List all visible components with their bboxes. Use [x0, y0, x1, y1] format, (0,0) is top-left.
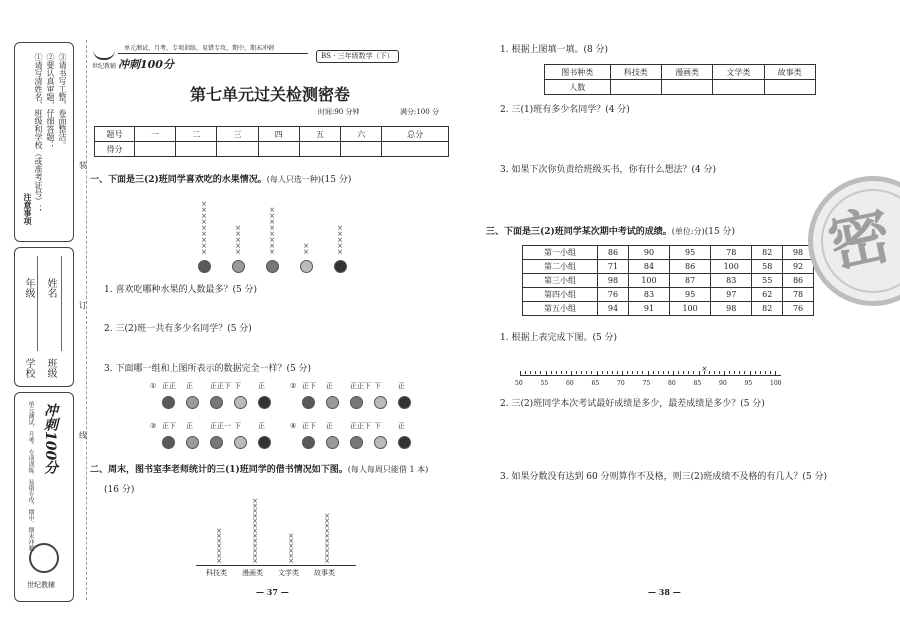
grade-group: 第三小组: [523, 274, 598, 288]
number-line-tick: [734, 371, 735, 374]
number-line-label: 70: [617, 380, 625, 387]
number-line-tick: [525, 371, 526, 374]
grade-score: 86: [598, 246, 629, 260]
score-header: 五: [299, 127, 340, 142]
banana-icon: [374, 396, 387, 409]
number-line-tick: [719, 371, 720, 374]
grade-score: 98: [598, 274, 629, 288]
number-line-tick: [535, 371, 536, 374]
option-label: ③: [150, 422, 157, 430]
number-line-tick: [627, 371, 628, 374]
grade-score: 92: [783, 260, 814, 274]
brand-small-text: 单元测试、月考、专项训练、易错专攻、期中、期末冲刺: [27, 401, 34, 551]
grade-group: 第五小组: [523, 302, 598, 316]
q1-points: (15 分): [321, 175, 352, 185]
brand-box: [14, 392, 74, 602]
grade-score: 91: [628, 302, 669, 316]
option-tally: 正下: [302, 382, 316, 390]
q1-options: [150, 380, 430, 458]
number-line-tick: [581, 371, 582, 374]
grade-score: 94: [598, 302, 629, 316]
number-line-label: 55: [540, 380, 549, 387]
tally-column: × × × × ×: [235, 224, 241, 256]
pear-icon: [326, 396, 339, 409]
number-line-tick: [576, 371, 577, 374]
watermelon-icon: [334, 260, 347, 273]
score-header: 总分: [382, 127, 449, 142]
book-category-label: 科技类: [206, 569, 227, 577]
header-logo-icon: [93, 42, 115, 60]
q1-note: (每人只选一种): [266, 175, 322, 184]
score-info: 满分:100 分: [400, 108, 439, 116]
number-line-label: 60: [566, 380, 574, 387]
number-line-tick: [688, 371, 689, 374]
score-row-label: 得分: [95, 142, 135, 157]
cut-line: [86, 40, 87, 600]
peach-icon: [350, 396, 363, 409]
pear-icon: [326, 436, 339, 449]
cut-char-3: 线: [79, 431, 87, 440]
grade-row: [523, 302, 814, 316]
grade-score: 83: [711, 274, 752, 288]
apple-icon: [198, 260, 211, 273]
book-count-cell[interactable]: [764, 80, 815, 95]
score-cell[interactable]: [258, 142, 299, 157]
number-line-tick: [658, 371, 659, 374]
grade-score: 95: [670, 246, 711, 260]
score-cell[interactable]: [299, 142, 340, 157]
grade-score: 86: [783, 274, 814, 288]
grade-group: 第四小组: [523, 288, 598, 302]
number-line: [515, 365, 782, 392]
tally-column: × ×: [303, 242, 309, 256]
number-line-label: 80: [668, 380, 676, 387]
number-line-tick: [770, 371, 771, 374]
watermelon-icon: [258, 396, 271, 409]
banana-icon: [234, 396, 247, 409]
grade-row: [523, 274, 814, 288]
grade-table: [522, 245, 814, 316]
score-table-score-row: [95, 142, 449, 157]
pear-icon: [186, 436, 199, 449]
number-line-label: 100: [770, 380, 782, 387]
option-tally: 正下: [162, 422, 176, 430]
peach-icon: [210, 436, 223, 449]
option-tally: 下: [234, 422, 241, 430]
number-line-tick: [663, 371, 664, 374]
option-tally: 正: [258, 382, 265, 390]
q3-title: [486, 226, 735, 238]
number-line-tick: [673, 371, 674, 376]
grade-row: [523, 246, 814, 260]
book-tally-column: × × × × × × × × × × × × ×: [252, 497, 258, 565]
number-line-tick: [729, 371, 730, 374]
number-line-tick: [775, 371, 776, 376]
score-table-header-row: [95, 127, 449, 142]
option-label: ④: [290, 422, 297, 430]
number-line-tick: [602, 371, 603, 374]
note-1: ①请写清姓名、班级和学校（或准考证号）；: [34, 53, 43, 213]
book-row-label: 人数: [545, 80, 611, 95]
apple-icon: [162, 436, 175, 449]
grade-group: 第一小组: [523, 246, 598, 260]
peach-icon: [350, 436, 363, 449]
book-count-cell[interactable]: [610, 80, 661, 95]
book-tally-column: × × × × × ×: [288, 532, 294, 565]
number-line-tick: [739, 371, 740, 374]
r1-sub2: 2. 三(1)班有多少名同学？(4 分): [500, 105, 630, 115]
field-name: 姓名: [45, 278, 56, 298]
grade-score: 78: [711, 246, 752, 260]
q1-sub1: 1. 喜欢吃哪种水果的人数最多？(5 分): [104, 285, 258, 295]
field-class: 班级: [45, 358, 56, 378]
grade-score: 58: [752, 260, 783, 274]
field-school: 学校: [23, 358, 34, 378]
number-line-tick: [607, 371, 608, 374]
number-line-label: 95: [744, 380, 753, 387]
banana-icon: [234, 436, 247, 449]
r1-sub3: 3. 如果下次你负责给班级买书，你有什么想法？(4 分): [500, 165, 717, 175]
score-cell[interactable]: [382, 142, 449, 157]
book-count-cell[interactable]: [713, 80, 764, 95]
option-tally: 正: [186, 382, 193, 390]
book-header: 科技类: [610, 65, 661, 80]
grade-score: 82: [752, 246, 783, 260]
q3-note: (单位:分): [671, 227, 705, 236]
option-label: ②: [290, 382, 297, 390]
score-header: 四: [258, 127, 299, 142]
page-title: 第七单元过关检测密卷: [189, 85, 350, 104]
number-line-label: 65: [591, 380, 600, 387]
score-header: 题号: [95, 127, 135, 142]
tally-column: × × × × × × × × ×: [201, 200, 207, 256]
page-number-left: — 37 —: [256, 587, 289, 597]
grade-score: 55: [752, 274, 783, 288]
watermelon-icon: [258, 436, 271, 449]
number-line-tick: [755, 371, 756, 374]
q3-sub3: 3. 如果分数没有达到 60 分则算作不及格，则三(2)班成绩不及格的有几人？(5 分): [500, 472, 827, 482]
number-line-tick: [612, 371, 613, 374]
score-cell[interactable]: [341, 142, 382, 157]
option-tally: 正: [398, 382, 405, 390]
q2-title: [90, 464, 428, 476]
r1-title: 1. 根据上图填一填。(8 分): [500, 45, 609, 55]
q1-sub2: 2. 三(2)班一共有多少名同学？(5 分): [104, 324, 252, 334]
peach-icon: [210, 396, 223, 409]
q3-title-text: 三、下面是三(2)班同学某次期中考试的成绩。: [486, 227, 672, 237]
number-line-tick: [709, 371, 710, 374]
q3-points: (15 分): [704, 227, 736, 237]
grade-score: 84: [628, 260, 669, 274]
note-3: ③请书写工整，卷面整洁。: [58, 53, 67, 149]
number-line-mark: ×: [701, 365, 708, 373]
secret-stamp: [808, 176, 900, 306]
score-header: 三: [217, 127, 258, 142]
sidebar: [14, 42, 76, 602]
number-line-tick: [668, 371, 669, 374]
watermelon-icon: [398, 436, 411, 449]
grade-row: [523, 260, 814, 274]
number-line-tick: [622, 371, 623, 376]
score-header: 一: [135, 127, 176, 142]
grade-score: 98: [711, 302, 752, 316]
q2-note: (每人每周只能借 1 本): [347, 465, 429, 474]
grade-score: 83: [628, 288, 669, 302]
option-tally: 正: [186, 422, 193, 430]
score-cell[interactable]: [217, 142, 258, 157]
book-category-label: 漫画类: [242, 569, 263, 577]
number-line-tick: [597, 371, 598, 376]
book-table: [544, 64, 816, 95]
banana-icon: [300, 260, 313, 273]
notes-box: [14, 42, 74, 242]
number-line-tick: [642, 371, 643, 374]
number-line-tick: [648, 371, 649, 376]
option-tally: 正: [398, 422, 405, 430]
grade-score: 62: [752, 288, 783, 302]
score-cell[interactable]: [176, 142, 217, 157]
book-header: 故事类: [764, 65, 815, 80]
q3-sub1: 1. 根据上表完成下图。(5 分): [500, 333, 618, 343]
option-tally: 正正一: [210, 422, 231, 430]
header-tagline: 单元测试、月考、专项训练、易错专攻、期中、期末冲刺: [124, 45, 275, 52]
grade-score: 78: [783, 288, 814, 302]
apple-icon: [302, 396, 315, 409]
number-line-tick: [724, 371, 725, 376]
cut-char-2: 订: [79, 301, 87, 310]
score-header: 二: [176, 127, 217, 142]
number-line-tick: [683, 371, 684, 374]
field-grade: 年级: [23, 278, 34, 298]
number-line-tick: [556, 371, 557, 374]
number-line-tick: [678, 371, 679, 374]
option-tally: 正下: [302, 422, 316, 430]
grade-score: 100: [628, 274, 669, 288]
number-line-tick: [693, 371, 694, 374]
header-logo-text: 世纪教辅: [92, 63, 117, 70]
book-tally-column: × × × × × × × × × ×: [324, 512, 330, 565]
number-line-tick: [744, 371, 745, 374]
number-line-tick: [632, 371, 633, 374]
apple-icon: [302, 436, 315, 449]
number-line-tick: [714, 371, 715, 374]
number-line-tick: [653, 371, 654, 374]
grade-score: 98: [783, 246, 814, 260]
grade-score: 71: [598, 260, 629, 274]
q1-title-text: 一、下面是三(2)班同学喜欢吃的水果情况。: [90, 175, 267, 185]
number-line-axis: [520, 375, 781, 376]
notes-label: 注意事项: [23, 193, 33, 225]
time-info: 时间:90 分钟: [318, 108, 360, 116]
option-label: ①: [150, 382, 157, 390]
stamp-char: 密: [821, 197, 898, 282]
banana-icon: [374, 436, 387, 449]
apple-icon: [162, 396, 175, 409]
book-header: 图书种类: [545, 65, 611, 80]
book-category-label: 故事类: [314, 569, 335, 577]
number-line-tick: [566, 371, 567, 374]
book-tally-column: × × × × × × ×: [216, 527, 222, 565]
option-tally: 正正下: [210, 382, 231, 390]
number-line-tick: [591, 371, 592, 374]
option-tally: 正正下: [350, 422, 371, 430]
number-line-tick: [561, 371, 562, 374]
header-badge: BS · 三年级数学（下）: [316, 50, 399, 63]
number-line-label: 50: [515, 380, 523, 387]
q2-title-text: 二、周末，图书室李老师统计的三(1)班同学的借书情况如下图。: [90, 465, 348, 475]
grade-score: 95: [670, 288, 711, 302]
q2-points: (16 分): [104, 485, 135, 495]
number-line-label: 85: [693, 380, 702, 387]
book-header: 文学类: [713, 65, 764, 80]
header-brand: 冲刺100分: [118, 58, 174, 71]
score-table: [94, 126, 449, 157]
header-rule: [118, 53, 308, 54]
pear-icon: [186, 396, 199, 409]
q3-sub2: 2. 三(2)班同学本次考试最好成绩是多少，最差成绩是多少？(5 分): [500, 399, 765, 409]
number-line-tick: [546, 371, 547, 376]
number-line-tick: [637, 371, 638, 374]
cut-char-1: 装: [79, 161, 87, 170]
grade-score: 100: [670, 302, 711, 316]
q1-title: [90, 174, 351, 186]
number-line-tick: [760, 371, 761, 374]
grade-row: [523, 288, 814, 302]
brand-logo-text: 世纪教辅: [27, 581, 55, 589]
option-tally: 下: [374, 382, 381, 390]
number-line-tick: [520, 371, 521, 376]
option-tally: 下: [234, 382, 241, 390]
number-line-label: 75: [642, 380, 651, 387]
book-count-cell[interactable]: [661, 80, 712, 95]
page-number-right: — 38 —: [648, 587, 681, 597]
grade-score: 76: [783, 302, 814, 316]
school-line: [37, 256, 38, 351]
book-header: 漫画类: [661, 65, 712, 80]
grade-score: 87: [670, 274, 711, 288]
info-box: [14, 247, 74, 387]
number-line-label: 90: [719, 380, 727, 387]
number-line-tick: [586, 371, 587, 374]
book-table-header-row: [545, 65, 816, 80]
grade-score: 100: [711, 260, 752, 274]
number-line-tick: [750, 371, 751, 376]
tally-column: × × × × ×: [337, 224, 343, 256]
brand-big-text: 冲刺100分: [42, 403, 58, 475]
q1-pictograph: [190, 190, 360, 275]
grade-score: 90: [628, 246, 669, 260]
peach-icon: [266, 260, 279, 273]
book-category-label: 文学类: [278, 569, 299, 577]
option-tally: 正正下: [350, 382, 371, 390]
option-tally: 下: [374, 422, 381, 430]
number-line-tick: [699, 371, 700, 376]
number-line-tick: [765, 371, 766, 374]
watermelon-icon: [398, 396, 411, 409]
book-logo-icon: [29, 543, 59, 573]
number-line-tick: [540, 371, 541, 374]
score-header: 六: [341, 127, 382, 142]
number-line-tick: [551, 371, 552, 374]
book-table-count-row: [545, 80, 816, 95]
q1-sub3: 3. 下面哪一组和上图所表示的数据完全一样？(5 分): [104, 364, 312, 374]
grade-score: 76: [598, 288, 629, 302]
pear-icon: [232, 260, 245, 273]
name-line: [61, 256, 62, 351]
number-line-tick: [571, 371, 572, 376]
score-cell[interactable]: [135, 142, 176, 157]
q2-pictograph: [196, 497, 356, 580]
option-tally: 正: [326, 422, 333, 430]
option-tally: 正: [326, 382, 333, 390]
number-line-tick: [530, 371, 531, 374]
grade-score: 97: [711, 288, 752, 302]
grade-score: 82: [752, 302, 783, 316]
note-2: ②要认真审题，仔细答题；: [46, 53, 55, 149]
option-tally: 正正: [162, 382, 176, 390]
chart-baseline: [196, 565, 356, 566]
tally-column: × × × × × × × ×: [269, 206, 275, 256]
grade-group: 第二小组: [523, 260, 598, 274]
grade-score: 86: [670, 260, 711, 274]
number-line-tick: [617, 371, 618, 374]
option-tally: 正: [258, 422, 265, 430]
